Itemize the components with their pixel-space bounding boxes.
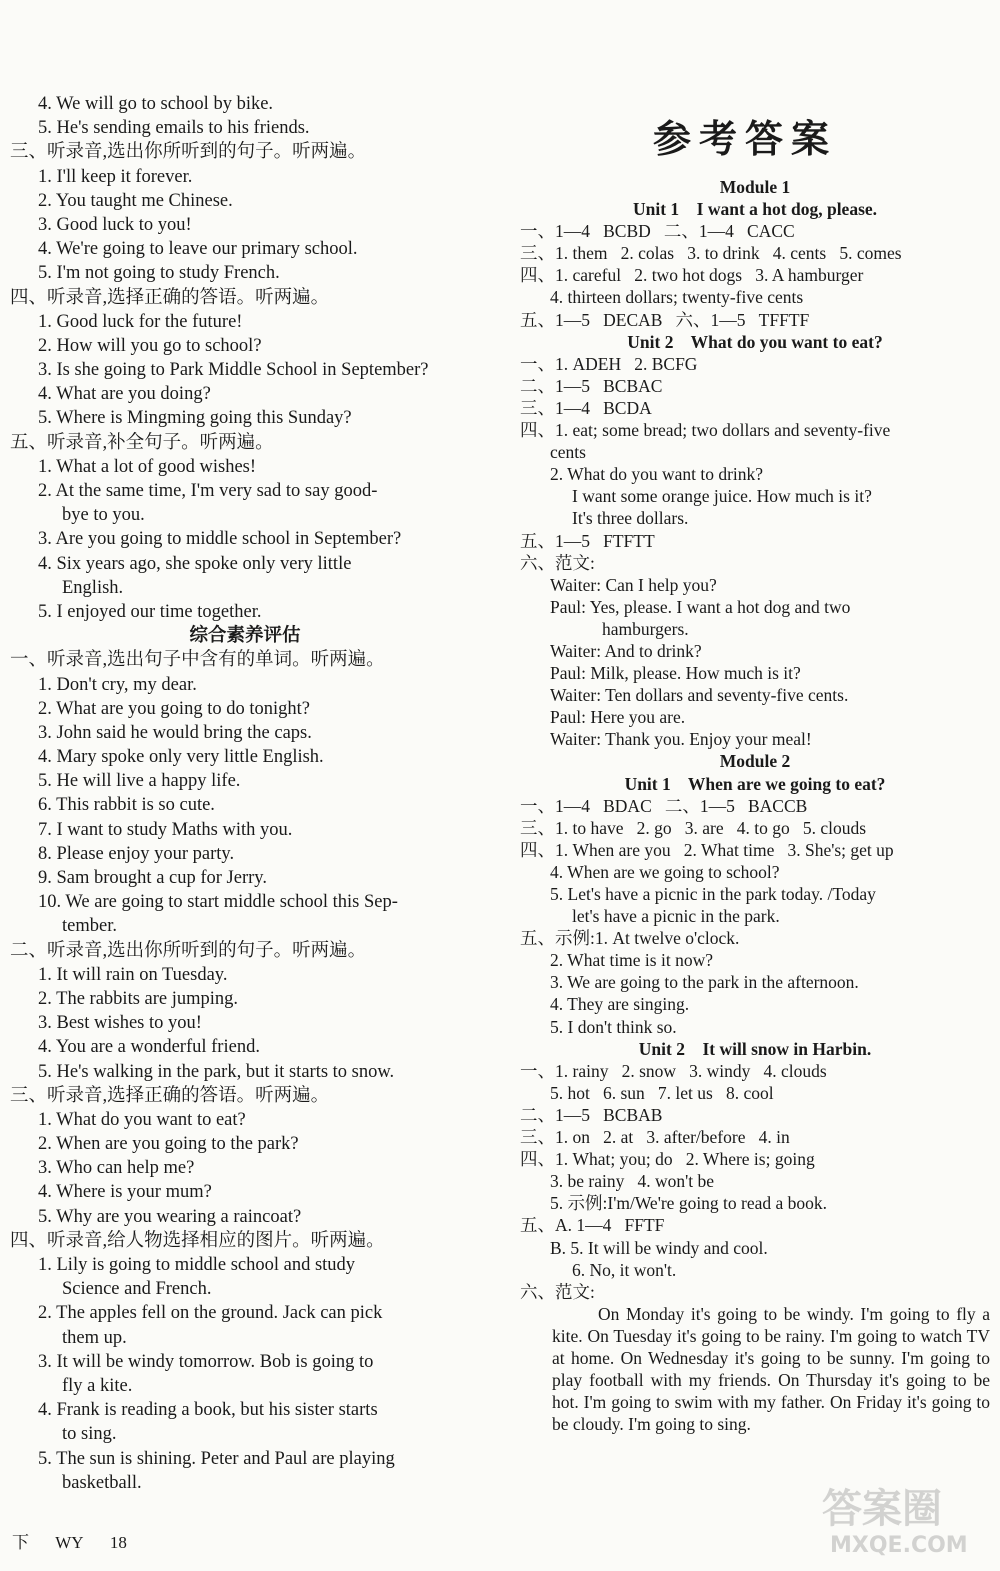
answer-line: 1. Good luck for the future! xyxy=(38,311,243,332)
answer-line: Science and French. xyxy=(62,1279,212,1300)
question-section: 四、1. What; you; do 2. Where is; going xyxy=(520,1149,815,1170)
answer-line: 2. What time is it now? xyxy=(550,950,713,971)
answer-line: 3. Who can help me? xyxy=(38,1158,195,1179)
answer-line: 6. No, it won't. xyxy=(572,1259,677,1280)
answer-line: 3. be rainy 4. won't be xyxy=(550,1171,715,1192)
answer-line: 2. At the same time, I'm very sad to say good- xyxy=(38,481,378,501)
answer-line: 4. We're going to leave our primary school. xyxy=(38,239,358,260)
answer-line: 8. Please enjoy your party. xyxy=(38,843,235,864)
question-section: 一、1—4 BDAC 二、1—5 BACCB xyxy=(520,795,808,816)
answer-line: 2. How will you go to school? xyxy=(38,335,262,356)
answer-line: let's have a picnic in the park. xyxy=(572,906,780,927)
answer-line: 2. The rabbits are jumping. xyxy=(38,988,239,1009)
answer-line: Paul: Here you are. xyxy=(550,707,686,728)
question-section: 六、范文: xyxy=(520,552,595,573)
answer-line: Paul: Milk, please. How much is it? xyxy=(550,663,801,684)
answer-line: 5. I enjoyed our time together. xyxy=(38,601,262,622)
section-heading: Unit 1 I want a hot dog, please. xyxy=(632,199,878,220)
page-footer xyxy=(12,1528,149,1553)
answer-line: 1. It will rain on Tuesday. xyxy=(38,964,228,985)
question-section: 三、听录音,选择正确的答语。听两遍。 xyxy=(10,1085,330,1106)
answer-line: 3. Good luck to you! xyxy=(38,214,192,235)
watermark-logo xyxy=(818,1478,993,1560)
answer-line: 1. Don't cry, my dear. xyxy=(38,674,197,695)
question-section: 四、1. When are you 2. What time 3. She's; get up xyxy=(520,839,894,860)
answer-line: 2. What are you going to do tonight? xyxy=(38,698,310,719)
answer-line: English. xyxy=(62,577,124,598)
question-section: 二、听录音,选出你所听到的句子。听两遍。 xyxy=(10,940,367,961)
answer-line: 5. 示例:I'm/We're going to read a book. xyxy=(550,1193,828,1214)
answer-line: 4. thirteen dollars; twenty-five cents xyxy=(550,287,804,308)
answer-line: 4. You are a wonderful friend. xyxy=(38,1037,260,1058)
question-section: 一、1—4 BCBD 二、1—4 CACC xyxy=(520,221,795,242)
answer-line: 4. They are singing. xyxy=(550,994,690,1015)
answer-line: 5. I'm not going to study French. xyxy=(38,263,280,284)
question-section: 三、听录音,选出你所听到的句子。听两遍。 xyxy=(10,142,367,163)
question-section: 三、1. on 2. at 3. after/before 4. in xyxy=(520,1127,790,1148)
answer-line: to sing. xyxy=(62,1424,117,1445)
answer-line: 1. What a lot of good wishes! xyxy=(38,456,257,477)
question-section: 四、1. careful 2. two hot dogs 3. A hamburger xyxy=(520,265,864,286)
answer-line: 10. We are going to start middle school this Sep- xyxy=(38,892,398,913)
answer-line: Waiter: Can I help you? xyxy=(550,574,717,595)
answer-line: 5. He will live a happy life. xyxy=(38,771,241,792)
answer-line: 1. Lily is going to middle school and study xyxy=(38,1255,356,1275)
answer-line: cents xyxy=(550,442,586,463)
answer-line: 1. I'll keep it forever. xyxy=(38,166,193,187)
answer-line: 5. He's walking in the park, but it starts to snow. xyxy=(38,1061,395,1082)
answer-line: 5. I don't think so. xyxy=(550,1016,677,1037)
watermark-text: 答案圈 xyxy=(822,1486,942,1532)
answer-line: 5. hot 6. sun 7. let us 8. cool xyxy=(550,1082,774,1103)
answer-line: Waiter: Ten dollars and seventy-five cents. xyxy=(550,685,849,706)
section-heading: Unit 2 It will snow in Harbin. xyxy=(638,1038,872,1059)
answer-line: 9. Sam brought a cup for Jerry. xyxy=(38,868,267,888)
answer-line: B. 5. It will be windy and cool. xyxy=(550,1237,768,1258)
answer-line: 5. Where is Mingming going this Sunday? xyxy=(38,408,352,429)
answer-line: 5. Let's have a picnic in the park today. /Today xyxy=(550,884,876,904)
answer-line: 5. The sun is shining. Peter and Paul are playing xyxy=(38,1448,395,1469)
left-column xyxy=(10,92,480,1495)
question-section: 四、听录音,选择正确的答语。听两遍。 xyxy=(10,287,330,308)
question-section: 二、1—5 BCBAC xyxy=(520,375,663,396)
answer-line: fly a kite. xyxy=(62,1375,133,1396)
question-section: 五、A. 1—4 FFTF xyxy=(520,1215,665,1236)
answer-line: 4. Six years ago, she spoke only very little xyxy=(38,553,352,574)
question-section: 三、1—4 BCDA xyxy=(520,397,652,418)
answer-line: 4. When are we going to school? xyxy=(550,861,780,882)
answer-line: hamburgers. xyxy=(602,618,689,639)
answer-line: 3. We are going to the park in the afternoon. xyxy=(550,972,859,993)
answer-line: 2. What do you want to drink? xyxy=(550,464,764,485)
page-title: 参考答案 xyxy=(652,116,837,161)
answer-line: 3. Is she going to Park Middle School in September? xyxy=(38,360,429,381)
question-section: 五、1—5 FTFTT xyxy=(520,530,655,551)
section-heading: Module 1 xyxy=(719,177,791,197)
answer-line: 5. He's sending emails to his friends. xyxy=(38,118,310,139)
answer-line: them up. xyxy=(62,1327,127,1348)
question-section: 五、1—5 DECAB 六、1—5 TFFTF xyxy=(520,309,810,330)
answer-line: 3. It will be windy tomorrow. Bob is going to xyxy=(38,1351,374,1372)
question-section: 四、听录音,给人物选择相应的图片。听两遍。 xyxy=(10,1230,385,1251)
footer-page-number: 18 xyxy=(109,1533,127,1552)
section-heading: Unit 2 What do you want to eat? xyxy=(627,331,883,352)
footer-volume: 下 xyxy=(12,1533,29,1552)
answer-line: 3. John said he would bring the caps. xyxy=(38,722,312,743)
answer-line: 1. What do you want to eat? xyxy=(38,1109,246,1130)
answer-line: Waiter: And to drink? xyxy=(550,640,702,661)
answer-line: 4. Where is your mum? xyxy=(38,1182,212,1203)
answer-line: 4. We will go to school by bike. xyxy=(38,94,274,114)
footer-edition: WY xyxy=(55,1533,84,1552)
answer-line: 2. The apples fell on the ground. Jack can pick xyxy=(38,1303,383,1324)
answer-line: 7. I want to study Maths with you. xyxy=(38,819,293,840)
answer-line: 4. Frank is reading a book, but his sister starts xyxy=(38,1400,378,1421)
answer-line: It's three dollars. xyxy=(572,508,689,529)
question-section: 五、示例:1. At twelve o'clock. xyxy=(520,928,740,949)
answer-line: Waiter: Thank you. Enjoy your meal! xyxy=(550,729,812,750)
question-section: 四、1. eat; some bread; two dollars and seventy-five xyxy=(520,420,891,441)
answer-line: bye to you. xyxy=(62,505,145,526)
answer-line: 6. This rabbit is so cute. xyxy=(38,795,215,816)
answer-line: 2. You taught me Chinese. xyxy=(38,190,233,211)
sample-essay: On Monday it's going to be windy. I'm going to fly a kite. On Tuesday it's going to be rainy. I'm going to watch TV at home. On Wednesday it's going to be sunny. I'm going to play football with my friends. On Thursday it's going to be hot. I'm going to swim with my father. On Friday it's going to be cloudy. I'm going to sing. xyxy=(552,1303,990,1435)
question-section: 一、听录音,选出句子中含有的单词。听两遍。 xyxy=(10,650,385,671)
answer-line: basketball. xyxy=(62,1472,142,1493)
right-column xyxy=(520,176,990,1435)
answer-line: 5. Why are you wearing a raincoat? xyxy=(38,1206,302,1227)
answer-line: 4. What are you doing? xyxy=(38,384,211,405)
answer-line: 3. Best wishes to you! xyxy=(38,1013,202,1034)
question-section: 三、1. them 2. colas 3. to drink 4. cents 5. comes xyxy=(520,243,902,264)
section-heading: Module 2 xyxy=(719,751,791,772)
section-heading: 综合素养评估 xyxy=(189,626,301,647)
answer-line: 3. Are you going to middle school in September? xyxy=(38,529,402,550)
question-section: 二、1—5 BCBAB xyxy=(520,1104,663,1125)
answer-line: Paul: Yes, please. I want a hot dog and two xyxy=(550,596,851,617)
question-section: 五、听录音,补全句子。听两遍。 xyxy=(10,432,274,453)
question-section: 一、1. ADEH 2. BCFG xyxy=(520,353,698,374)
answer-line: 4. Mary spoke only very little English. xyxy=(38,747,324,768)
question-section: 三、1. to have 2. go 3. are 4. to go 5. clouds xyxy=(520,817,867,838)
section-heading: Unit 1 When are we going to eat? xyxy=(624,773,886,794)
question-section: 一、1. rainy 2. snow 3. windy 4. clouds xyxy=(520,1060,827,1081)
watermark-url: MXQE.COM xyxy=(830,1533,968,1558)
answer-line: tember. xyxy=(62,916,117,937)
answer-line: I want some orange juice. How much is it? xyxy=(572,486,872,507)
answer-line: 2. When are you going to the park? xyxy=(38,1134,299,1155)
question-section: 六、范文: xyxy=(520,1281,595,1302)
